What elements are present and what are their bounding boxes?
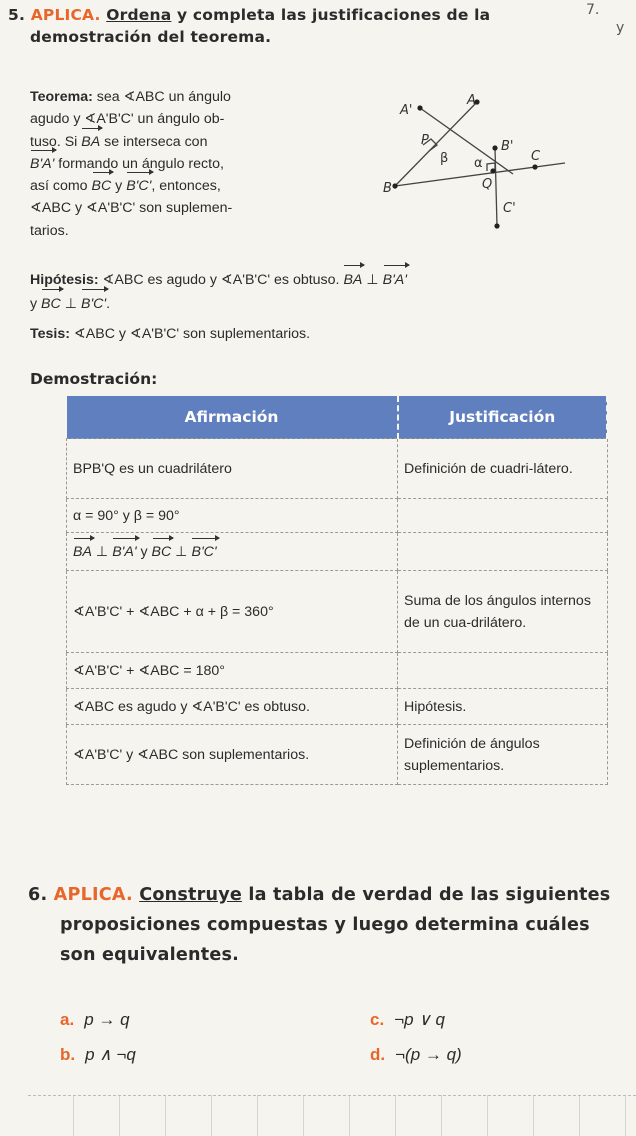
thesis-label: Tesis: [30,326,70,342]
exercise-instruction: y completa las justificaciones de la [171,6,491,24]
perp-symbol: ⊥ [60,296,82,312]
justification-cell [398,533,608,571]
label-c: C [531,149,541,164]
vector-ba: BA [81,131,100,153]
table-row [67,725,608,785]
exercise-instruction-cont: demostración del teorema. [30,28,272,46]
option-expression: p → q [84,1010,130,1029]
table-row [67,571,608,653]
perp-symbol: ⊥ [171,543,192,560]
geometry-diagram [375,88,585,258]
option-letter: d. [370,1045,386,1064]
theorem-line: se interseca con [100,133,208,150]
table-header-row [67,396,608,439]
demonstration-label: Demostración: [30,370,158,388]
theorem-line: tuso. Si [30,133,82,150]
theorem-text [30,86,360,242]
option-expression: ¬p ∨ q [394,1010,445,1029]
exercise-instruction-cont: proposiciones compuestas y luego determina cuáles [60,915,590,935]
proof-table [66,396,608,785]
hypothesis-text: y [30,296,42,312]
exercise-instruction: la tabla de verdad de las siguientes [242,885,611,905]
theorem-line: sea ∢ABC un ángulo [92,89,231,105]
label-p: P [421,133,429,148]
justification-cell: Suma de los ángulos internos de un cua-drilátero. [398,571,608,653]
label-b: B [383,181,392,196]
table-row [67,653,608,689]
point-b [392,183,397,188]
affirmation-cell [67,533,398,571]
option-letter: c. [370,1010,385,1029]
vector-bc: BC [152,541,172,563]
table-row [67,533,608,571]
point-q [490,168,495,173]
vector-ba: BA [73,541,92,563]
column-header-justification: Justificación [398,396,608,439]
proposition-b [60,1045,136,1065]
affirmation-cell: ∢ABC es agudo y ∢A'B'C' es obtuso. [67,689,398,725]
table-row [67,439,608,499]
exercise-instruction-cont: son equivalentes. [60,945,240,965]
exercise-5-title [8,4,568,48]
perp-symbol: ⊥ [362,272,383,288]
vector-bpcp: B'C' [191,541,216,563]
affirmation-cell: ∢A'B'C' + ∢ABC = 180° [67,653,398,689]
corner-mark: y [616,20,625,36]
exercise-keyword: APLICA. [30,6,101,24]
hypothesis-label: Hipótesis: [30,272,99,288]
hypothesis [30,268,600,316]
vector-bpap: B'A' [383,268,407,292]
vector-ba: BA [343,268,362,292]
theorem-label: Teorema: [30,89,93,105]
affirmation-cell: ∢A'B'C' y ∢ABC son suplementarios. [67,725,398,785]
vector-bpcp: B'C' [81,292,106,316]
justification-cell [398,499,608,533]
theorem-line: agudo y ∢A'B'C' un ángulo ob- [30,111,225,128]
theorem-line: , entonces, [151,178,221,195]
vector-bc: BC [41,292,61,316]
theorem-line: y [111,178,127,195]
proposition-d [370,1045,462,1065]
vector-bpap: B'A' [112,541,136,563]
exercise-verb: Ordena [106,6,172,24]
affirmation-cell: BPB'Q es un cuadrilátero [67,439,398,499]
option-expression: p ∧ ¬q [85,1045,136,1064]
table-row [67,689,608,725]
truth-table-grid [28,1095,636,1136]
label-a: A [467,93,476,108]
proposition-c [370,1010,445,1030]
vector-bc: BC [92,175,112,197]
label-alpha: α [474,156,483,171]
table-row [67,499,608,533]
justification-cell [398,653,608,689]
affirmation-cell: ∢A'B'C' + ∢ABC + α + β = 360° [67,571,398,653]
thesis [30,326,310,342]
ray-bpap [420,108,513,174]
exercise-number: 6. [28,885,48,905]
point-b-prime [492,145,497,150]
exercise-keyword: APLICA. [53,885,133,905]
corner-mark: 7. [586,2,600,18]
justification-cell: Definición de cuadri-látero. [398,439,608,499]
point-a-prime [417,105,422,110]
justification-cell: Hipótesis. [398,689,608,725]
justification-cell: Definición de ángulos suplementarios. [398,725,608,785]
label-q: Q [482,177,493,192]
option-letter: b. [60,1045,76,1064]
exercise-verb: Construye [139,885,243,905]
exercise-6-title [28,880,628,970]
column-header-affirmation: Afirmación [67,396,398,439]
proposition-a [60,1010,130,1030]
vector-bpcp: B'C' [126,175,151,197]
hypothesis-text: . [106,296,111,312]
thesis-text: ∢ABC y ∢A'B'C' son suplementarios. [69,326,311,342]
theorem-line: tarios. [30,222,69,239]
vector-bpap: B'A' [30,153,54,175]
label-beta: β [440,151,449,166]
perp-symbol: ⊥ [91,543,113,560]
hypothesis-text: ∢ABC es agudo y ∢A'B'C' es obtuso. [98,272,344,288]
label-a-prime: A' [400,103,413,118]
conjunction: y [136,543,152,560]
label-b-prime: B' [501,139,514,154]
affirmation-cell: α = 90° y β = 90° [67,499,398,533]
theorem-line: ∢ABC y ∢A'B'C' son suplemen- [30,200,233,217]
ray-bpcp [495,148,497,226]
theorem-line: así como [30,178,92,195]
point-c-prime [494,223,499,228]
option-expression: ¬(p → q) [395,1045,462,1064]
option-letter: a. [60,1010,75,1029]
theorem-line: formando un ángulo recto, [54,155,224,172]
exercise-number: 5. [8,6,26,24]
label-c-prime: C' [503,201,516,216]
point-c [532,164,537,169]
